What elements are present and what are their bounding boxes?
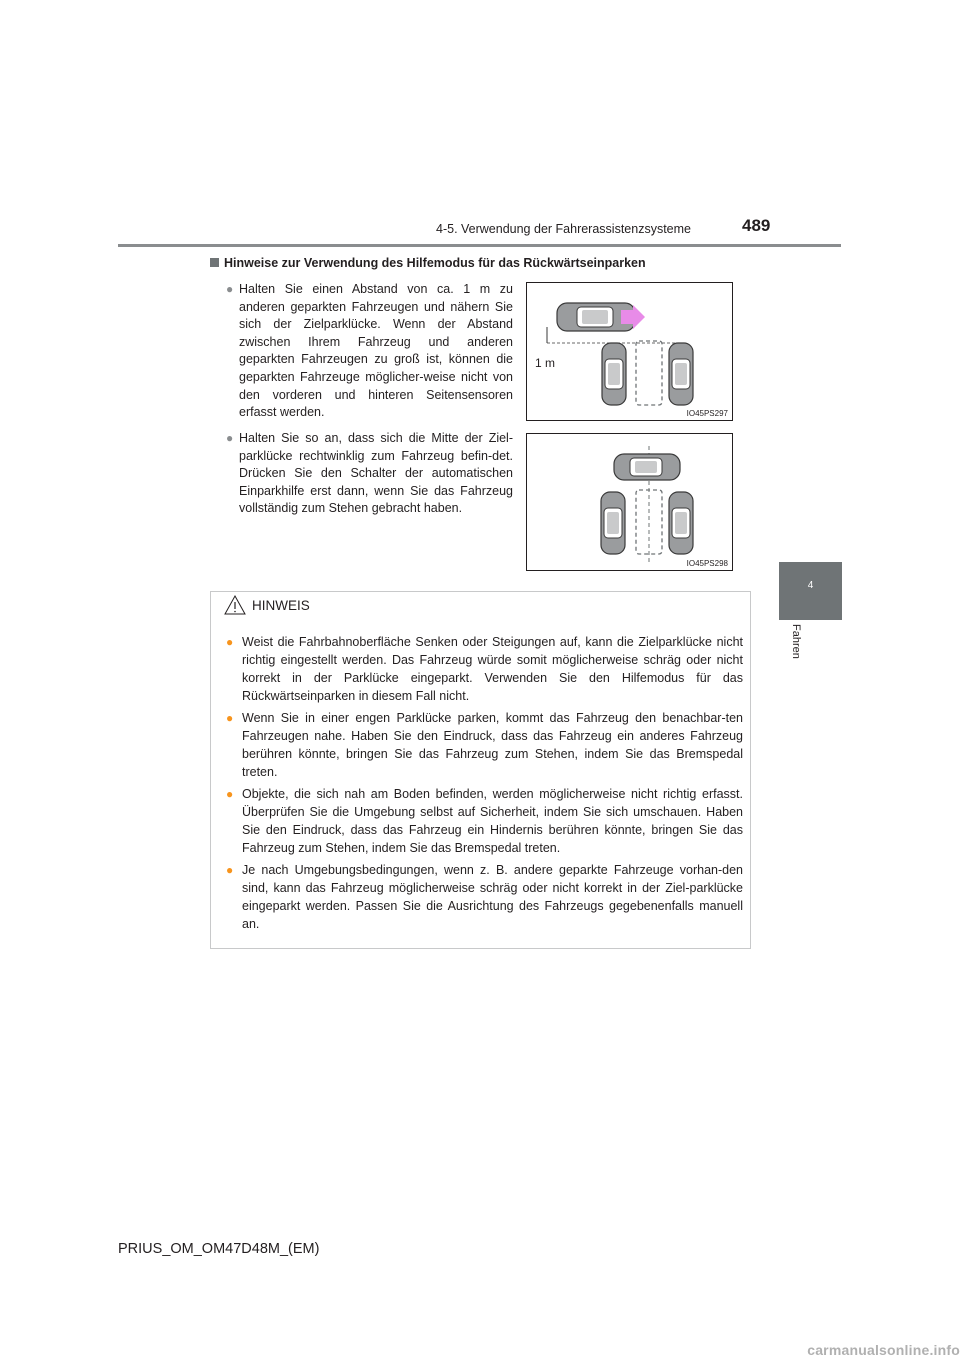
notice-text: Wenn Sie in einer engen Parklücke parken, kommt das Fahrzeug den benachbar-ten Fahrzeugen nahe. Haben Sie den Eindruck, dass das Fahrzeug ein anderes Fahrzeug berühren könnte, bringen Sie das Fahrzeug zum Stehen, indem Sie das Bremspedal treten.	[242, 711, 743, 779]
bullet-dot-icon: ●	[226, 635, 234, 649]
notice-text: Objekte, die sich nah am Boden befinden, werden möglicherweise nicht richtig erfasst. Überprüfen Sie die Umgebung selbst auf Sicherheit, indem Sie sich umschauen. Haben Sie den Eindruck, dass das Fahrzeug ein Hindernis berühren könnte, bringen Sie das Fahrzeug zum Stehen, indem Sie das Bremspedal treten.	[242, 787, 743, 855]
section-heading	[210, 256, 646, 270]
list-item	[226, 785, 743, 857]
list-item	[226, 281, 513, 422]
figure-parking-position	[526, 433, 733, 571]
bullet-dot-icon: ●	[226, 863, 234, 877]
chapter-label: Fahren	[790, 624, 802, 659]
notice-text: Je nach Umgebungsbedingungen, wenn z. B. andere geparkte Fahrzeuge vorhan-den sind, kann das Fahrzeug möglicherweise schräg oder nicht korrekt in der Ziel-parklücke eingeparkt werden. Passen Sie die Ausrichtung des Fahrzeugs gegebenenfalls manuell an.	[242, 863, 743, 931]
bullet-text: Halten Sie so an, dass sich die Mitte der Ziel-parklücke rechtwinklig zum Fahrzeug befin-det. Drücken Sie den Schalter der automatischen Einparkhilfe erst dann, wenn Sie das Fahrzeug vollständig zum Stehen gebracht haben.	[239, 431, 513, 516]
list-item	[226, 709, 743, 781]
section-heading-text: Hinweise zur Verwendung des Hilfemodus für das Rückwärtseinparken	[224, 256, 646, 270]
header-rule	[118, 244, 841, 247]
bullet-dot-icon: ●	[226, 787, 234, 801]
chapter-number: 4	[807, 580, 814, 591]
page-number: 489	[742, 216, 771, 235]
bullet-dot-icon: ●	[226, 431, 234, 445]
bullet-dot-icon: ●	[226, 711, 234, 725]
document-id: PRIUS_OM_OM47D48M_(EM)	[118, 1241, 320, 1257]
notice-text: Weist die Fahrbahnoberfläche Senken oder Steigungen auf, kann die Zielparklücke nicht richtig eingestellt werden. Das Fahrzeug würde somit möglicherweise schräg oder nicht korrekt in der Parklücke eingeparkt. Verwenden Sie den Hilfemodus für das Rückwärtseinparken in diesem Fall nicht.	[242, 635, 743, 703]
parking-distance-illustration	[527, 283, 732, 420]
watermark-link[interactable]: carmanualsonline.info	[807, 1342, 960, 1358]
notice-title: HINWEIS	[252, 598, 310, 613]
bullet-text: Halten Sie einen Abstand von ca. 1 m zu anderen geparkten Fahrzeugen und nähern Sie sich der Zielparklücke. Wenn der Abstand zwischen Ihrem Fahrzeug und anderen geparkten Fahrzeugen zu groß ist, können die geparkten Fahrzeuge möglicher-weise nicht von den vorderen und hinteren Seitensensoren erfasst werden.	[239, 282, 513, 420]
parking-position-illustration	[527, 434, 732, 570]
bullet-dot-icon: ●	[226, 282, 234, 296]
chapter-tab[interactable]	[779, 562, 842, 620]
list-item	[226, 861, 743, 933]
figure-parking-distance	[526, 282, 733, 421]
figure-code: IO45PS297	[686, 409, 728, 418]
section-title: 4-5. Verwendung der Fahrerassistenzsysteme	[436, 222, 691, 236]
list-item	[226, 430, 513, 518]
warning-triangle-icon	[223, 594, 247, 616]
list-item	[226, 633, 743, 705]
figure-code: IO45PS298	[686, 559, 728, 568]
distance-label: 1 m	[535, 356, 556, 370]
heading-square-icon	[210, 258, 219, 267]
